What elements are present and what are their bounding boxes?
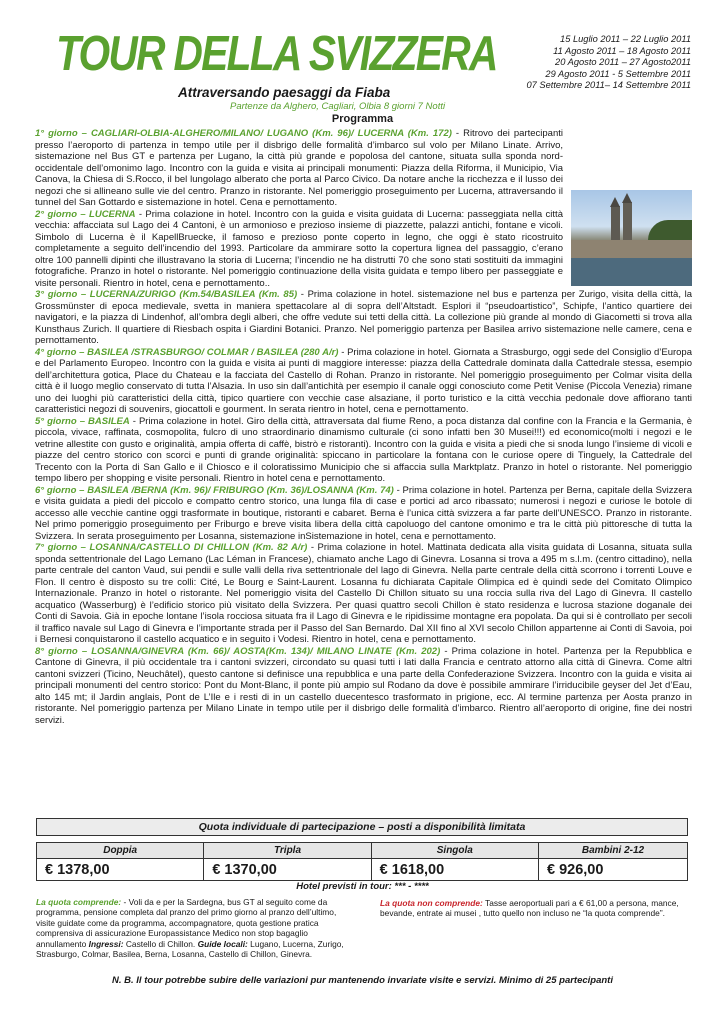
day-description: - Prima colazione in hotel. sistemazione nel bus e partenza per Zurigo, visita della città, la Grossmünster di epoca medievale, svetta in maniera spettacolare al di sopra dell’Altstadt. Esplori il “pseudoartistico”, Schipfe, l’antico quartiere dei navigatori, e la piazza di Lindenhof, all’ombra degli alberi, che offre vedute sui tetti della città. La collezione più grande al mondo di Giacometti si trova alla Kunsthaus Zurich. Il quartiere di Riesbach ospita i Giardini Botanici. Pranzo. Nel pomeriggio partenza per Basilea arrivo sistemazione nelle camere, cena e pernottamento. — [35, 289, 692, 346]
includes-text: - Voli da e per la Sardegna, bus GT al seguito come da programma, pensione completa dal pranzo del primo giorno al pranzo dell’ultimo, visite guidate come da programma, accompagnatore, quota gestione pratica comprensiva di assicurazione Europassistance Medico non stop bagaglio annullamento — [36, 897, 337, 949]
day-4 — [35, 347, 692, 416]
price-column-header: Singola — [371, 843, 538, 859]
guide-label: Guide locali: — [197, 938, 248, 949]
day-description: - Ritrovo dei partecipanti presso l’aeroporto di partenza in tempo utile per il disbrigo delle formalità d’imbarco sul volo per Milano Linate. Arrivo, sistemazione nel Bus GT e partenza per Lugano, la città più grande e popolosa del cantone, situata sulla sponda nord-occidentale dell’omonimo lago. Incontro con la guida e visita ai principali monumenti: Piazza della Riforma, il Municipio, Via Canova, la Chiesa di S.Rocco, il bel lungolago alberato che porta al Parco Civico. Da notare anche la ricchezza e il lusso dei negozi che si allineano sulle vie del centro. Pranzo in ristorante. Nel pomeriggio proseguimento per Lucerna, attraversando il tunnel del San Gottardo e sistemazione in hotel. Cena e pernottamento. — [35, 128, 563, 208]
hotel-categories: Hotel previsti in tour: *** - **** — [296, 881, 429, 892]
lucerne-photo — [571, 190, 692, 286]
ingressi-text: Castello di Chillon. — [123, 938, 198, 949]
day-description: - Prima colazione in hotel. Giornata a Strasburgo, oggi sede del Consiglio d’Europa e del Parlamento Europeo. Incontro con la guida e visita ai punti di maggiore interesse: piazza della Cattedrale dominata dalla Cattedrale stessa, esempio dell’architettura gotica, Place du Chateau e la facciata del Castello di Rohan. Pranzo in ristorante. Nel pomeriggio proseguimento per Colmar visita della città è il luogo meglio conservato di tutta l’Alsazia. In uso sin dall’antichità per esempio il canale oggi conosciuto come Petit Venise (Piccola Venezia) rimane uno dei luoghi più caratteristici della città, tipico quartiere con vecchie case alsaziane, il porto turistico e la città vecchia pedonale dove affiorano tanti caratteristici negozi di souvenirs, giocattoli e gourment. In serata rientro in hotel, cena e pernottamento. — [35, 346, 692, 415]
day-heading: 1° giorno – CAGLIARI-OLBIA-ALGHERO/MILANO/ LUGANO (Km. 96)/ LUCERNA (Km. 172) — [35, 128, 452, 139]
day-description: - Prima colazione in hotel. Partenza per la Repubblica e Cantone di Ginevra, il più occidentale tra i cantoni svizzeri, circondato su quasi tutti i lati dalla Francia e centrato attorno alla città di Ginevra. Come altri cantoni svizzeri (Ticino, Neuchâtel), questo cantone si definisce una repubblica e una parte della Confederazione Svizzera. Incontro con la guida e visita ai principali monumenti del centro storico: Pont du Mont-Blanc, il ponte più ampio sul Rodano da dove è possibile ammirare l’irriducibile geyser del Jet d’Eau, alto 145 mt; il Jardin anglais, Pont de L’Ile e i resti di in un castello duecentesco trasformato in prigione, ecc. Al termine partenza per Aosta pranzo in ristorante. Nel pomeriggio partenza per Milano Linate in tempo utile per il disbrigo delle formalità d’imbarco. Rientro all’aeroporto di origine, fine dei nostri servizi. — [35, 645, 692, 726]
day-heading: 8° giorno – LOSANNA/GINEVRA (Km. 66)/ AOSTA(Km. 134)/ MILANO LINATE (Km. 202) — [35, 645, 441, 657]
day-heading: 6° giorno – BASILEA /BERNA (Km. 96)/ FRIBURGO (Km. 36)/LOSANNA (Km. 74) — [35, 484, 394, 496]
price-value: € 1370,00 — [204, 859, 371, 881]
day-5 — [35, 416, 692, 485]
day-7 — [35, 542, 692, 646]
ingressi-label: Ingressi: — [88, 938, 124, 949]
day-heading: 2° giorno – LUCERNA — [35, 208, 136, 220]
date-range: 29 Agosto 2011 - 5 Settembre 2011 — [545, 68, 691, 79]
day-3 — [35, 289, 692, 347]
departures-line: Partenze da Alghero, Cagliari, Olbia 8 giorni 7 Notti — [230, 101, 446, 112]
day-heading: 7° giorno – LOSANNA/CASTELLO DI CHILLON (Km. 82 A/r) — [35, 542, 308, 553]
date-range: 11 Agosto 2011 – 18 Agosto 2011 — [553, 45, 691, 56]
day-heading: 5° giorno – BASILEA — [35, 415, 130, 427]
excludes-label: La quota non comprende: — [380, 898, 483, 908]
date-range: 15 Luglio 2011 – 22 Luglio 2011 — [560, 34, 691, 44]
price-value: € 1618,00 — [371, 859, 538, 881]
quota-comprende — [36, 897, 356, 959]
date-range: 07 Settembre 2011– 14 Settembre 2011 — [526, 80, 691, 91]
price-header-row — [37, 843, 688, 859]
date-range: 20 Agosto 2011 – 27 Agosto2011 — [555, 57, 691, 68]
price-table — [36, 842, 688, 881]
quota-non-comprende — [380, 898, 692, 919]
price-value-row — [37, 859, 688, 881]
price-column-header: Tripla — [204, 843, 371, 859]
day-6 — [35, 485, 692, 543]
day-description: - Prima colazione in hotel. Partenza per Berna, capitale della Svizzera e visita guidata a piedi del piccolo e compatto centro storico, una lunga fila di case e portici ad arco ribassato; numerosi i negozi e curiose le botole di accesso alle vecchie cantine oggi trasformate in boutique, ristoranti e cabaret. Berna è l’unica città svizzera a far parte dell’UNESCO. Pranzo in ristorante. Nel primo pomeriggio proseguimento per Friburgo e breve visita libera della città capoluogo del cantone omonimo e tra le città più pittoresche di tutta la Svizzera. In serata proseguimento per Losanna, sistemazione inSistemazione in hotel, cena e pernottamento. — [35, 484, 692, 542]
day-description: - Prima colazione in hotel. Giro della città, attraversata dal fiume Reno, a poca distanza dal confine con la Francia e la Germania, è piccola, vivace, raffinata, cosmopolita, fulcro di uno straordinario dinamismo culturale (ci sono infatti ben 30 Musei!!!) ed economico(molti i negozi e le vetrine allestite con gusto e originalità, ampia offerta di caffè, bistrò e ristoranti). Incontro con la guida e visita a piedi che si snoda lungo l’insieme di vicoli e piazze del centro storico con scorci e punti di grande originalità: spiccano in particolare la fontana con le curiose opere di Tinguely, la Cattedrale del Trecento con la Porta di San Gallo e il Chiosco e il coloratissimo Municipio che si affaccia sulla Marktplatz. Pranzo in hotel o ristorante. Nel pomeriggio tempo libero per shopping e visite personali. Rientro in hotel cena e pernottamento. — [35, 415, 693, 484]
program-body — [35, 128, 692, 726]
program-title: Programma — [331, 113, 394, 125]
price-column-header: Bambini 2-12 — [538, 843, 687, 859]
guide-text: Lugano, Lucerna, Zurigo, Strasburgo, Colmar, Basilea, Berna, Losanna, Castello di Chillon, Ginevra. — [36, 938, 344, 960]
day-description: - Prima colazione in hotel. Incontro con la guida e visita guidata di Lucerna: passeggiata nella città vecchia: affacciata sul Lago dei 4 Cantoni, è un armonioso e prezioso insieme di piazzette, palazzi antichi, fontane e vicoli. Simbolo di Lucerna è il KapellBruecke, il famoso e prezioso ponte coperto in legno, che oggi è stato ricostruito completamente a seguito dell’incendio del 1993. Particolare da ammirare sotto la copertura lignea del passaggio, c’erano oltre 100 pannelli dipinti che illustravano la storia di Lucerna; l’incendio ne ha distrutti 70 che sono stati sostituiti da immagini fotografiche. Pranzo in hotel o ristorante. Nel pomeriggio continuazione della visita guidata e tempo libero per passeggiate e visite personali. Rientro in hotel, cena e pernottamento.. — [35, 208, 563, 289]
price-value: € 1378,00 — [37, 859, 204, 881]
day-8 — [35, 646, 692, 727]
tour-dates — [501, 34, 691, 92]
excludes-text: Tasse aeroportuali pari a € 61,00 a persona, mance, bevande, entrate ai musei , tutto quello non incluso ne “la quota comprende”. — [380, 898, 679, 919]
price-caption: Quota individuale di partecipazione – posti a disponibilità limitata — [36, 818, 688, 836]
tour-title: TOUR DELLA SVIZZERA — [56, 27, 497, 81]
day-heading: 4° giorno – BASILEA /STRASBURGO/ COLMAR / BASILEA (280 A/r) — [35, 346, 339, 358]
price-column-header: Doppia — [37, 843, 204, 859]
day-description: - Prima colazione in hotel. Mattinata dedicata alla visita guidata di Losanna, situata sulla sponda settentrionale del Lago Lemano (Lac Léman in Francese), chiamato anche Lago di Ginevra. Losanna si trova a 495 m s.l.m. (centro cittadino), nella parte centrale del canton Vaud, sui pendii e sulle valli della riva settentrionale del lago di Ginevra. Nella parte centrale della città scorrono i torrenti Louve e Flon. Il centro è disposto su tre colli: Cité, Le Bourg e Saint-Laurent. Losanna fu dichiarata Capitale Olimpica ed è quindi sede del Comitato Olimpico Internazionale. Pranzo in hotel o ristorante. Nel pomeriggio visita del Castello Di Chillon situato su una roccia sulla riva del Lago di Ginevra. Il castello acquatico (Wasserburg) è l’edificio storico più visitato della Svizzera. Per quasi quattro secoli Chillon è stato residenza e lucrosa stazione doganale dei Conti di Savoia. Già in epoche lontane l’isola rocciosa situata fra il Lago di Ginevra e le ripidissime montagne era popolata. Da qui si è controllato per secoli il traffico navale sul Lago di Ginevra e l’importante strada per il Passo del San Bernardo. Dal XII fino al XVI secolo Chillon appartenne ai Conti di Savoia, poi i Bernesi conquistarono il castello acquatico e in seguito i Vodesi. Rientro in hotel, cena e pernottamento. — [35, 542, 692, 645]
day-heading: 3° giorno – LUCERNA/ZURIGO (Km.54/BASILEA (Km. 85) — [35, 289, 298, 300]
includes-label: La quota comprende: — [36, 897, 122, 907]
tour-subtitle: Attraversando paesaggi da Fiaba — [178, 85, 391, 100]
price-value: € 926,00 — [538, 859, 687, 881]
footnote: N. B. Il tour potrebbe subire delle variazioni pur mantenendo invariate visite e servizi. Minimo di 25 partecipanti — [112, 975, 613, 986]
